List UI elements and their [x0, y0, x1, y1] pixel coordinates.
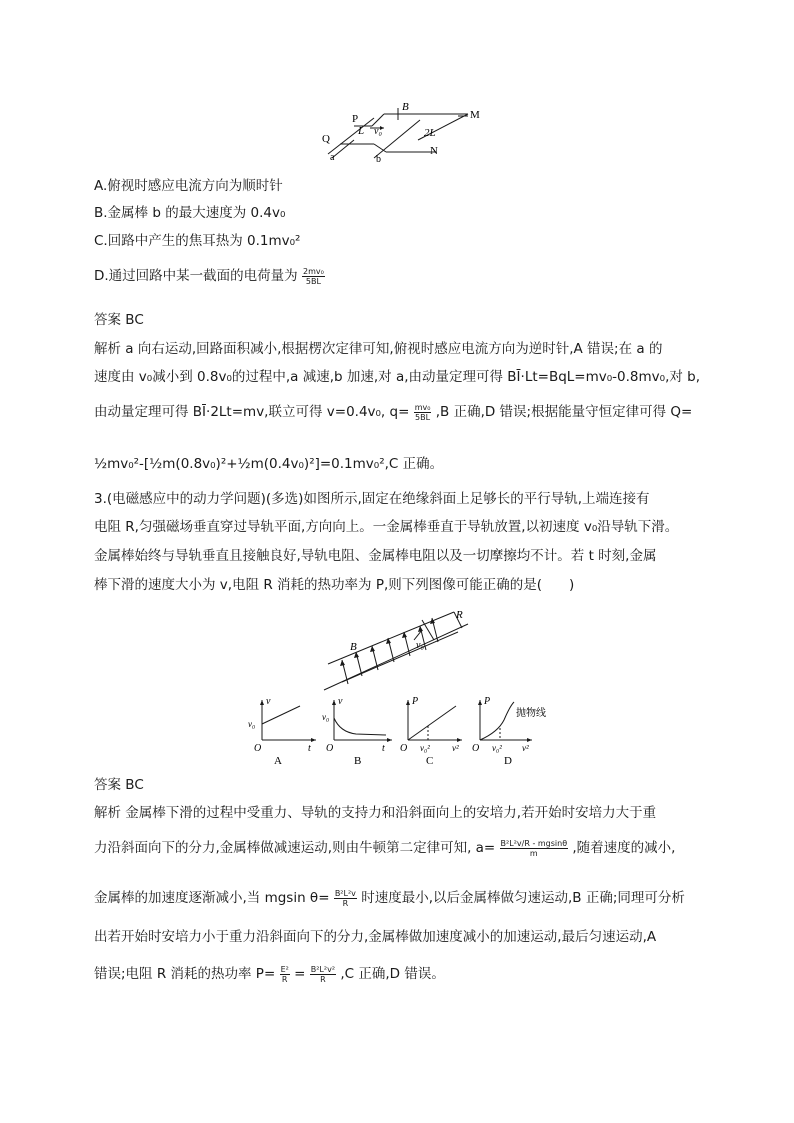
label-N: N — [430, 145, 438, 157]
graph-C-v0sq: v₀² — [420, 743, 430, 753]
label-P: P — [352, 113, 359, 125]
graph-D-xlabel: v² — [522, 743, 529, 753]
option-a: A.俯视时感应电流方向为顺时针 — [94, 178, 283, 194]
q3-min-speed-fraction — [334, 889, 357, 908]
graph-B-xlabel: t — [382, 743, 385, 754]
q3-power-equals: = — [294, 966, 310, 982]
label-b: b — [376, 154, 381, 164]
option-d-text: D.通过回路中某一截面的电荷量为 — [94, 268, 298, 284]
label-B: B — [402, 101, 409, 113]
graph-C-ylabel: P — [412, 696, 419, 707]
q2-analysis-line3 — [94, 402, 692, 422]
option-d-num: 2mv₀ — [302, 266, 324, 276]
q3-analysis-line2-b: ,随着速度的减小, — [572, 840, 676, 856]
graph-B-v0: v₀ — [322, 712, 330, 722]
graph-B-origin: O — [326, 743, 334, 754]
label-Q: Q — [322, 133, 330, 145]
q3-power-num-1: E² — [280, 964, 289, 974]
option-d-den: 5BL — [305, 276, 321, 286]
q3-analysis-line3-a: 金属棒的加速度逐渐减小,当 mgsin θ= — [94, 890, 330, 906]
graph-A-xlabel: t — [308, 743, 311, 754]
q3-accel-fraction — [500, 839, 569, 858]
q3-analysis-line3 — [94, 888, 685, 908]
q3-accel-den: m — [529, 848, 538, 858]
graph-A-origin: O — [254, 743, 262, 754]
q3-power-num-2: B²L²v² — [310, 964, 336, 974]
option-d — [94, 266, 325, 286]
q3-analysis-line5-a: 错误;电阻 R 消耗的热功率 P= — [94, 966, 276, 982]
graph-B — [320, 694, 396, 766]
incline-figure — [318, 604, 474, 694]
graph-A-caption: A — [274, 755, 282, 766]
q3-analysis-line2-a: 力沿斜面向下的分力,金属棒做减速运动,则由牛顿第二定律可知, a= — [94, 840, 496, 856]
q3-accel-num: B²L²v/R - mgsinθ — [500, 838, 568, 848]
q2-q-fraction — [414, 403, 432, 422]
q2-analysis-line3-b: ,B 正确,D 错误;根据能量守恒定律可得 Q= — [435, 404, 693, 420]
q3-answer: 答案 BC — [94, 777, 144, 793]
q3-stem-line4: 棒下滑的速度大小为 v,电阻 R 消耗的热功率为 P,则下列图像可能正确的是( ) — [94, 577, 575, 593]
q2-q-num: mv₀ — [414, 402, 431, 412]
graph-C-origin: O — [400, 743, 408, 754]
option-d-fraction — [302, 267, 325, 286]
graph-A-ylabel: v — [266, 696, 271, 707]
label-2L: 2L — [424, 127, 436, 139]
option-c: C.回路中产生的焦耳热为 0.1mv₀² — [94, 233, 301, 249]
label-v0: v₀ — [416, 640, 424, 651]
q3-power-fraction-2 — [310, 965, 336, 984]
q3-power-den-2: R — [320, 974, 326, 984]
graph-C-caption: C — [426, 755, 434, 766]
graph-A — [244, 694, 320, 766]
q3-analysis-line2 — [94, 838, 675, 858]
q3-analysis-line1: 解析 金属棒下滑的过程中受重力、导轨的支持力和沿斜面向上的安培力,若开始时安培力大于重 — [94, 805, 657, 821]
graph-A-v0: v₀ — [248, 719, 256, 729]
label-a: a — [330, 152, 335, 163]
option-b: B.金属棒 b 的最大速度为 0.4v₀ — [94, 205, 286, 221]
graph-D-origin: O — [472, 743, 480, 754]
graph-D-caption: D — [504, 755, 512, 766]
q3-power-den-1: R — [281, 974, 288, 984]
label-R: R — [456, 609, 463, 621]
graph-C — [398, 694, 468, 766]
q2-analysis-line4: ½mv₀²-[½m(0.8v₀)²+½m(0.4v₀)²]=0.1mv₀²,C 正确。 — [94, 456, 444, 472]
label-B: B — [350, 641, 357, 653]
graph-D-ylabel: P — [484, 696, 491, 707]
q3-analysis-line5-b: ,C 正确,D 错误。 — [340, 966, 445, 982]
q3-stem-line1: 3.(电磁感应中的动力学问题)(多选)如图所示,固定在绝缘斜面上足够长的平行导轨,上端连接有 — [94, 491, 650, 507]
graph-C-xlabel: v² — [452, 743, 459, 753]
label-M: M — [470, 109, 480, 121]
graph-D-parabola-note: 抛物线 — [516, 708, 546, 719]
q3-analysis-line3-b: 时速度最小,以后金属棒做匀速运动,B 正确;同理可分析 — [361, 890, 685, 906]
q3-stem-line3: 金属棒始终与导轨垂直且接触良好,导轨电阻、金属棒电阻以及一切摩擦均不计。若 t 时刻,金属 — [94, 548, 657, 564]
graph-D — [470, 694, 556, 766]
label-L: L — [358, 125, 365, 137]
graph-B-ylabel: v — [338, 696, 343, 707]
rail-circuit-figure — [318, 96, 488, 164]
q3-min-speed-den: R — [342, 898, 349, 908]
q3-power-fraction-1 — [280, 965, 290, 984]
q3-min-speed-num: B²L²v — [334, 888, 356, 898]
q3-analysis-line4: 出若开始时安培力小于重力沿斜面向下的分力,金属棒做加速度减小的加速运动,最后匀速运动,A — [94, 929, 657, 945]
graph-B-caption: B — [354, 755, 362, 766]
q3-analysis-line5 — [94, 964, 445, 984]
label-v0: v₀ — [374, 126, 382, 137]
q2-analysis-line1: 解析 a 向右运动,回路面积减小,根据楞次定律可知,俯视时感应电流方向为逆时针,A 错误;在 a 的 — [94, 341, 663, 357]
graph-D-v0sq: v₀² — [492, 743, 502, 753]
q2-q-den: 5BL — [415, 412, 431, 422]
q2-answer: 答案 BC — [94, 312, 144, 328]
q3-stem-line2: 电阻 R,匀强磁场垂直穿过导轨平面,方向向上。一金属棒垂直于导轨放置,以初速度 v₀沿导轨下滑。 — [94, 519, 679, 535]
q2-analysis-line3-a: 由动量定理可得 BĪ·2Lt=mv,联立可得 v=0.4v₀, q= — [94, 404, 410, 420]
q2-analysis-line2: 速度由 v₀减小到 0.8v₀的过程中,a 减速,b 加速,对 a,由动量定理可得 BĪ·Lt=BqL=mv₀-0.8mv₀,对 b, — [94, 369, 701, 385]
